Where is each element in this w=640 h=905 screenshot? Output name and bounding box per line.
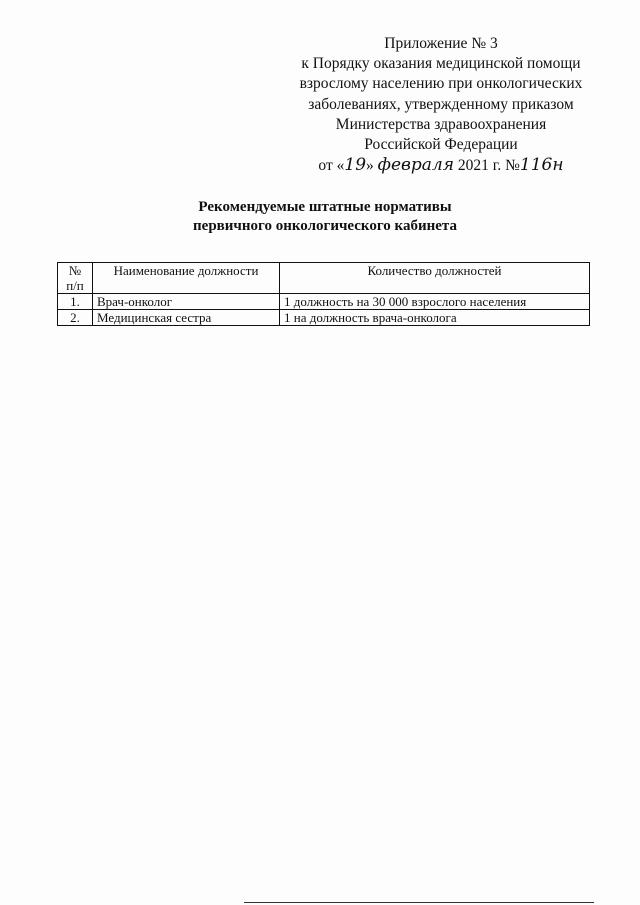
- title-line-1: Рекомендуемые штатные нормативы: [198, 199, 452, 215]
- date-quote-close: »: [366, 157, 374, 175]
- scan-edge-line: [244, 902, 594, 903]
- header-count: Количество должностей: [280, 263, 590, 294]
- staffing-table: [57, 262, 590, 326]
- header-number: № п/п: [58, 263, 93, 294]
- annex-text-line: заболеваниях, утвержденному приказом: [308, 95, 574, 113]
- row-position: Врач-онколог: [93, 294, 280, 310]
- annex-text-line: Российской Федерации: [364, 136, 518, 154]
- table-header-row: [58, 263, 590, 294]
- handwritten-order-number: 116н: [519, 155, 564, 176]
- row-position: Медицинская сестра: [93, 310, 280, 326]
- title-line-2: первичного онкологического кабинета: [193, 218, 457, 234]
- row-count: 1 на должность врача-онколога: [280, 310, 590, 326]
- order-date-line: [286, 155, 596, 176]
- annex-header: [286, 34, 596, 176]
- row-number: 2.: [58, 310, 93, 326]
- row-count: 1 должность на 30 000 взрослого населения: [280, 294, 590, 310]
- annex-text-line: Министерства здравоохранения: [335, 115, 547, 133]
- handwritten-day: 19: [344, 155, 367, 176]
- year-and-number-label: 2021 г. №: [457, 157, 520, 175]
- handwritten-month: февраля: [377, 155, 454, 176]
- annex-text-line: взрослому населению при онкологических: [299, 75, 583, 93]
- annex-number: Приложение № 3: [384, 35, 498, 52]
- date-prefix: от «: [318, 157, 345, 175]
- row-number: 1.: [58, 294, 93, 310]
- annex-text-line: к Порядку оказания медицинской помощи: [301, 55, 581, 73]
- document-title: [150, 198, 500, 236]
- table-row: [58, 310, 590, 326]
- table-row: [58, 294, 590, 310]
- header-position: Наименование должности: [93, 263, 280, 294]
